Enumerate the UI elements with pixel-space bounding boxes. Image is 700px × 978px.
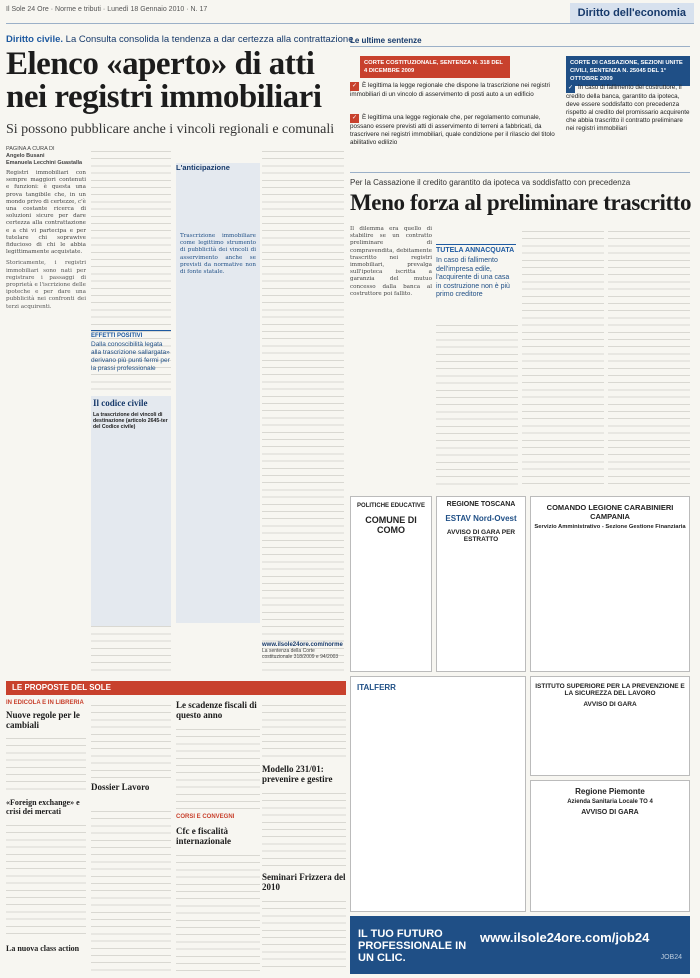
red-box-corte: CORTE COSTITUZIONALE, SENTENZA N. 318 DEL 4 DICEMBRE 2009 — [360, 56, 510, 78]
proposte-col3-label: CORSI E CONVEGNI — [176, 814, 235, 820]
ad-italferr-title: ITALFERR — [357, 683, 396, 692]
proposte-bar: LE PROPOSTE DEL SOLE — [6, 681, 346, 695]
effetti-text: Dalla conoscibilità legata alla trascrizione sallargata» derivano più punti fermi per la prassi professionale — [91, 341, 170, 372]
tutela-text: In caso di fallimento dell'impresa edile, l'acquirente di una casa in costruzione non è più primo creditore — [436, 257, 510, 298]
second-article-col-1 — [350, 226, 432, 486]
ad-piemonte-avviso: AVVISO DI GARA — [581, 809, 639, 816]
check-icon: ✓ — [351, 115, 358, 121]
check-icon: ✓ — [567, 85, 574, 91]
proposte-col1-head2: «Foreign exchange» e crisi dei mercati — [6, 798, 80, 816]
ad-como-city: COMUNE DI COMO — [365, 515, 417, 535]
proposte-col4-text — [262, 700, 346, 760]
ad-istituto — [530, 676, 690, 776]
sidebar-divider — [350, 46, 690, 47]
tutela-box — [436, 244, 516, 300]
ad-istituto-title: ISTITUTO SUPERIORE PER LA PREVENZIONE E LA SICUREZZA DEL LAVORO — [535, 683, 685, 697]
sidebar-point-3 — [566, 84, 690, 133]
second-article-col-3 — [522, 226, 604, 486]
anticipazione-label: L'anticipazione — [176, 163, 230, 172]
footer-link-url[interactable]: www.ilsole24ore.com/norme — [262, 642, 343, 648]
article-paragraph: Storicamente, i registri immobiliari sono nati per registrare i passaggi di proprietà e l'iscrizione delle ipoteche e per dare una pubblicità nei confronti dei terzi acquirenti. — [6, 260, 86, 310]
promo-text: IL TUO FUTURO PROFESSIONALE IN UN CLIC. — [358, 928, 467, 964]
main-headline: Elenco «aperto» di atti nei registri immobiliari — [6, 46, 322, 115]
proposte-col2-head: Dossier Lavoro — [91, 782, 150, 792]
point-1-text: È legittima la legge regionale che dispone la trascrizione nei registri immobiliari di un vincolo di asservimento di posti auto a un edificio — [350, 82, 550, 98]
ad-regione-piemonte — [530, 780, 690, 912]
codice-box-title: La trascrizione dei vincoli di destinazione (articolo 2645-ter del Codice civile) — [93, 412, 168, 430]
ad-piemonte-sub: Azienda Sanitaria Locale TO 4 — [567, 799, 653, 805]
point-2-text: È legittima una legge regionale che, per regolamento comunale, possano essere previsti atti di asservimento di terreni a fabbricati, da trascrivere nei registri immobiliari, quale condizione per il rilascio del titolo abilitativo edilizio — [350, 114, 555, 146]
promo-url[interactable]: www.ilsole24ore.com/job24 — [480, 930, 650, 945]
second-headline: Meno forza al preliminare trascritto — [350, 190, 692, 215]
anticipazione-box — [176, 163, 260, 623]
footer-link-desc: La sentenza della Corte costituzionale 318/2009 e 94/2003 — [262, 648, 339, 660]
proposte-col2-text — [91, 700, 171, 778]
footer-link[interactable] — [262, 642, 346, 660]
promo-banner[interactable] — [350, 916, 690, 974]
blue-box-cassazione: CORTE DI CASSAZIONE, SEZIONI UNITE CIVILI, SENTENZA N. 25045 DEL 1° OTTOBRE 2009 — [566, 56, 690, 86]
proposte-col1-head3: La nuova class action — [6, 944, 80, 953]
tutela-title: TUTELA ANNACQUATA — [436, 244, 516, 254]
date: Lunedì 18 Gennaio 2010 — [107, 6, 185, 13]
second-article-col-2 — [436, 320, 518, 490]
main-subhead: Si possono pubblicare anche i vincoli regionali e comunali — [6, 122, 335, 137]
sidebar-point-2 — [350, 114, 560, 147]
second-article-col-4 — [608, 226, 690, 486]
main-article-column-4 — [262, 146, 344, 676]
article-paragraph: Registri immobiliari con sempre maggiori contenuti e funzioni: è questa una prova tangibile che, in un mondo privo di certezze, c'è una costante ricerca di soluzioni sicure per dare certezza alla contrattazione e a chi vi partecipa e per tutelare chi soprawive fiducioso di chi le abbia legittimamente acquistate. — [6, 170, 86, 256]
main-kicker — [6, 34, 353, 45]
ad-italferr — [350, 676, 526, 912]
effetti-box — [91, 330, 171, 373]
ad-carabinieri — [530, 496, 690, 672]
codice-box — [91, 396, 171, 626]
kicker-label: Diritto civile. — [6, 34, 64, 45]
byline-prefix: PAGINA A CURA DI — [6, 146, 55, 152]
proposte-col1-label: IN EDICOLA E IN LIBRERIA — [6, 700, 84, 706]
ad-regione-sub: AVVISO DI GARA PER ESTRATTO — [446, 529, 516, 543]
ad-carabinieri-sub: Servizio Amministrativo - Sezione Gestione Finanziaria — [534, 524, 686, 530]
proposte-col1-text — [6, 733, 86, 793]
proposte-col2-text2 — [91, 806, 171, 972]
masthead — [6, 2, 694, 24]
main-article-column-1 — [6, 170, 86, 675]
page-number: N. 17 — [190, 6, 208, 13]
byline — [6, 146, 82, 167]
proposte-col3-head2: Cfc e fiscalità internazionale — [176, 826, 231, 846]
paper-name: Il Sole 24 Ore — [6, 6, 49, 13]
proposte-col4-head: Modello 231/01: prevenire e gestire — [262, 764, 333, 784]
proposte-col3-head: Le scadenze fiscali di questo anno — [176, 700, 257, 720]
sidebar-title: Le ultime sentenze — [350, 36, 422, 45]
effetti-title: EFFETTI POSITIVI — [91, 330, 171, 339]
section-title: Diritto dell'economia — [570, 3, 694, 23]
proposte-col4-text3 — [262, 896, 346, 972]
author-1: Angelo Busani — [6, 153, 45, 159]
ad-comune-como — [350, 496, 432, 672]
kicker-text: La Consulta consolida la tendenza a dar certezza alla contrattazione — [65, 34, 354, 45]
ad-piemonte-title: Regione Piemonte — [575, 787, 645, 796]
section-line: Norme e tributi — [55, 6, 101, 13]
point-3-text: In caso di fallimento del costruttore, il credito della banca, garantito da ipoteca, deve essere soddisfatto con precedenza rispetto al credito del promissario acquirente che abbia trascritto il contratto preliminare nei registri immobiliari — [566, 84, 690, 132]
second-divider — [350, 172, 690, 173]
check-icon: ✓ — [351, 83, 358, 89]
ad-regione-brand: ESTAV Nord-Ovest — [445, 514, 517, 523]
ad-istituto-sub: AVVISO DI GARA — [583, 701, 637, 708]
proposte-col3-text2 — [176, 850, 260, 972]
promo-tag: JOB24 — [660, 954, 682, 961]
ad-regione-title: REGIONE TOSCANA — [446, 501, 516, 508]
sidebar-point-1 — [350, 82, 560, 99]
second-kicker: Per la Cassazione il credito garantito da ipoteca va soddisfatto con precedenza — [350, 178, 631, 187]
ad-carabinieri-title: COMANDO LEGIONE CARABINIERI CAMPANIA — [546, 503, 674, 521]
proposte-col1-text2 — [6, 820, 86, 940]
anticipazione-text: Trascrizione immobiliare come legittimo strumento di pubblicità dei vincoli di asservimento anche se previsti da normative non di fonte statale. — [180, 233, 256, 276]
ad-regione-toscana — [436, 496, 526, 672]
codice-title: Il codice civile — [93, 398, 148, 408]
proposte-col3-text — [176, 724, 260, 810]
proposte-col4-text2 — [262, 788, 346, 868]
ad-como-title: POLITICHE EDUCATIVE — [357, 503, 425, 509]
proposte-col4-head2: Seminari Frizzera del 2010 — [262, 872, 346, 892]
second-article-text: Il dilemma era quello di stabilire se un contratto preliminare di compravendita, debitamente trascritto nei registri immobiliari, prevalga sull'ipoteca iscritta a garanzia del mutuo concesso dalla banca al costruttore poi fallito. — [350, 226, 432, 297]
proposte-col1-head: Nuove regole per le cambiali — [6, 710, 80, 730]
author-2: Emanuela Lecchini Guastalla — [6, 160, 83, 166]
masthead-info: Il Sole 24 Ore · Norme e tributi · Lunedì 18 Gennaio 2010 · N. 17 — [6, 6, 208, 13]
